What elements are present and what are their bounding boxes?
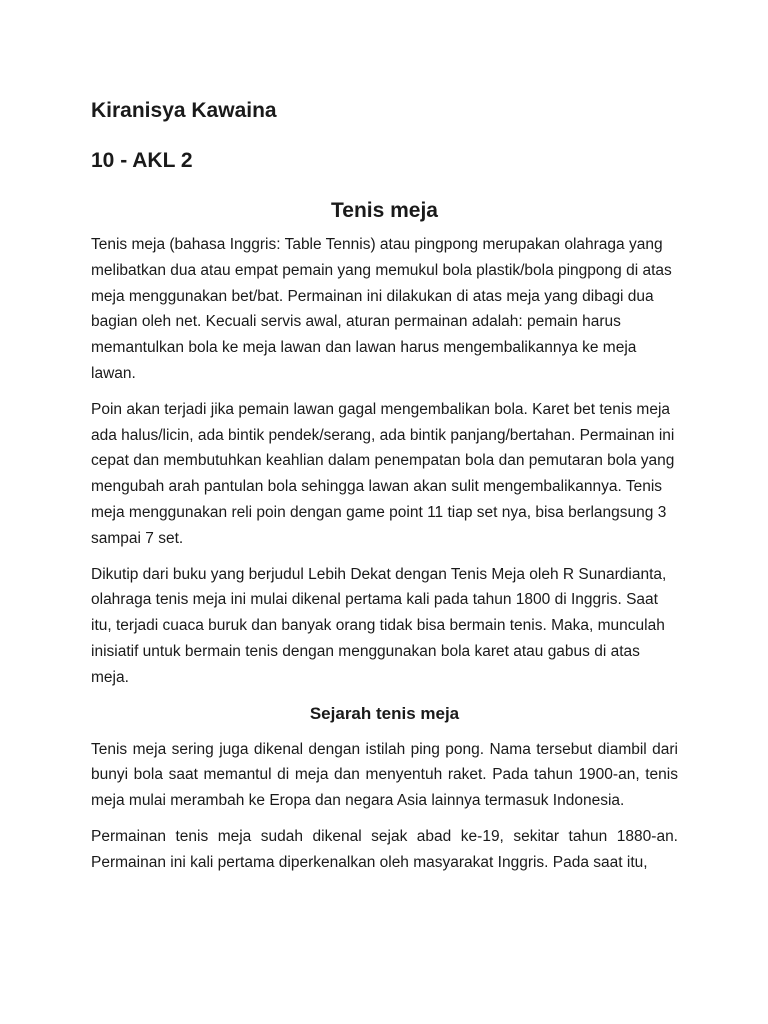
paragraph-origin: Dikutip dari buku yang berjudul Lebih Dekat dengan Tenis Meja oleh R Sunardianta, olahraga tenis meja ini mulai dikenal pertama kali pada tahun 1800 di Inggris. Saat itu, terjadi cuaca buruk dan banyak orang tidak bisa bermain tenis. Maka, munculah inisiatif untuk bermain tenis dengan menggunakan bola karet atau gabus di atas meja. <box>91 565 667 686</box>
section-title: Sejarah tenis meja <box>309 703 460 723</box>
class-label: 10 - AKL 2 <box>91 149 193 172</box>
paragraph-points: Poin akan terjadi jika pemain lawan gagal mengembalikan bola. Karet bet tenis meja ada halus/licin, ada bintik pendek/serang, ada bintik panjang/bertahan. Permainan ini cepat dan membutuhkan keahlian dalam penempatan bola dan pemutaran bola yang mengubah arah pantulan bola sehingga lawan akan sulit mengembalikannya. Tenis meja menggunakan reli poin dengan game point 11 tiap set nya, bisa berlangsung 3 sampai 7 set. <box>91 400 675 547</box>
author-name: Kiranisya Kawaina <box>91 99 277 122</box>
paragraph-history-2: Permainan tenis meja sudah dikenal sejak abad ke-19, sekitar tahun 1880-an. Permainan ini kali pertama diperkenalkan oleh masyarakat Inggris. Pada saat itu, <box>91 827 678 871</box>
paragraph-intro: Tenis meja (bahasa Inggris: Table Tennis) atau pingpong merupakan olahraga yang melibatkan dua atau empat pemain yang memukul bola plastik/bola pingpong di atas meja menggunakan bet/bat. Permainan ini dilakukan di atas meja yang dibagi dua bagian oleh net. Kecuali servis awal, aturan permainan adalah: pemain harus memantulkan bola ke meja lawan dan lawan harus mengembalikannya ke meja lawan. <box>91 236 672 382</box>
document-page <box>91 96 678 886</box>
document-title: Tenis meja <box>331 199 438 222</box>
paragraph-history-1: Tenis meja sering juga dikenal dengan istilah ping pong. Nama tersebut diambil dari bunyi bola saat memantul di meja dan menyentuh raket. Pada tahun 1900-an, tenis meja mulai merambah ke Eropa dan negara Asia lainnya termasuk Indonesia. <box>91 740 678 810</box>
